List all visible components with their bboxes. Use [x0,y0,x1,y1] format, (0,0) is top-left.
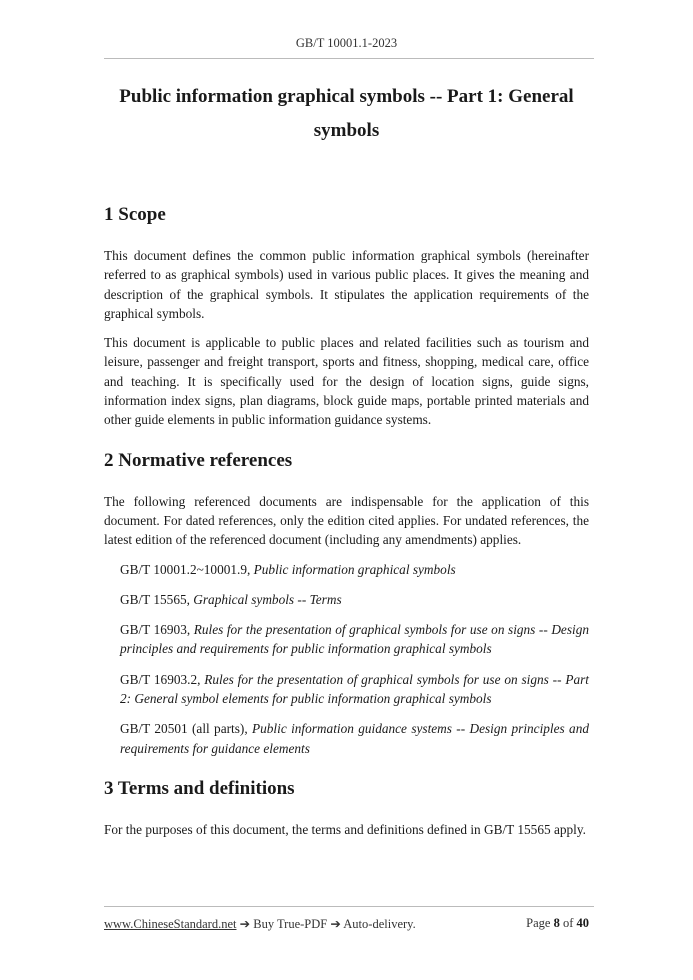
arrow-right-icon: ➔ [330,917,341,931]
page-of-label: of [562,916,574,930]
reference-item [104,620,589,659]
buy-true-pdf-text: Buy True-PDF [253,917,328,931]
document-title-line-1: Public information graphical symbols -- Part 1: General [119,86,574,107]
page-label: Page [526,916,551,930]
reference-list [104,560,589,758]
auto-delivery-text: Auto-delivery. [343,917,416,931]
document-body [104,200,589,839]
page-total: 40 [576,916,589,930]
page-current: 8 [553,916,560,930]
page-number [526,916,589,931]
reference-code: GB/T 15565, [120,591,194,607]
normative-intro-paragraph: The following referenced documents are indispensable for the application of this document. For dated references, only the edition cited applies. For undated references, the latest edition of the referenced document (including any amendments) applies. [104,493,589,548]
reference-title: Rules for the presentation of graphical symbols for use on signs -- Design principles and requirements for public information graphical symbols [120,622,589,657]
terms-paragraph: For the purposes of this document, the terms and definitions defined in GB/T 15565 apply. [104,821,586,837]
reference-title: Public information graphical symbols [253,561,456,577]
arrow-right-icon: ➔ [239,917,251,931]
reference-code: GB/T 20501 (all parts), [120,721,253,737]
scope-paragraph-1: This document defines the common public information graphical symbols (hereinafter referred to as graphical symbols) used in various public places. It gives the meaning and description of the graphical symbols. It stipulates the application requirements of the graphical symbols. [104,248,589,321]
running-header: GB/T 10001.1-2023 [295,36,398,50]
footer-promo [104,916,416,932]
section-heading-scope: 1 Scope [104,204,166,225]
reference-code: GB/T 16903, [120,622,194,638]
reference-title: Graphical symbols -- Terms [193,591,342,607]
reference-code: GB/T 10001.2~10001.9, [120,561,254,577]
reference-item [104,670,589,709]
section-heading-normative-references: 2 Normative references [104,449,293,471]
reference-title: Rules for the presentation of graphical symbols for use on signs -- Part 2: General symbol elements for public information graphical symbols [120,671,589,707]
reference-item [104,719,589,758]
scope-paragraph-2: This document is applicable to public places and related facilities such as tourism and leisure, passenger and freight transport, sports and fitness, shopping, medical care, office and teaching. It is specifically used for the design of location signs, guide signs, information index signs, plan diagrams, block guide maps, portable printed materials and other guide elements in public information guidance systems. [104,335,589,428]
reference-item [104,590,589,609]
reference-item [104,560,589,579]
header-divider [104,58,594,59]
footer-divider [104,906,594,907]
site-link[interactable]: www.ChineseStandard.net [104,917,237,931]
document-title-line-2: symbols [313,120,380,141]
reference-title: Public information guidance systems -- Design principles and requirements for guidance elements [120,721,589,756]
document-title [104,80,589,148]
reference-code: GB/T 16903.2, [120,671,205,687]
section-heading-terms-and-definitions: 3 Terms and definitions [104,777,295,799]
